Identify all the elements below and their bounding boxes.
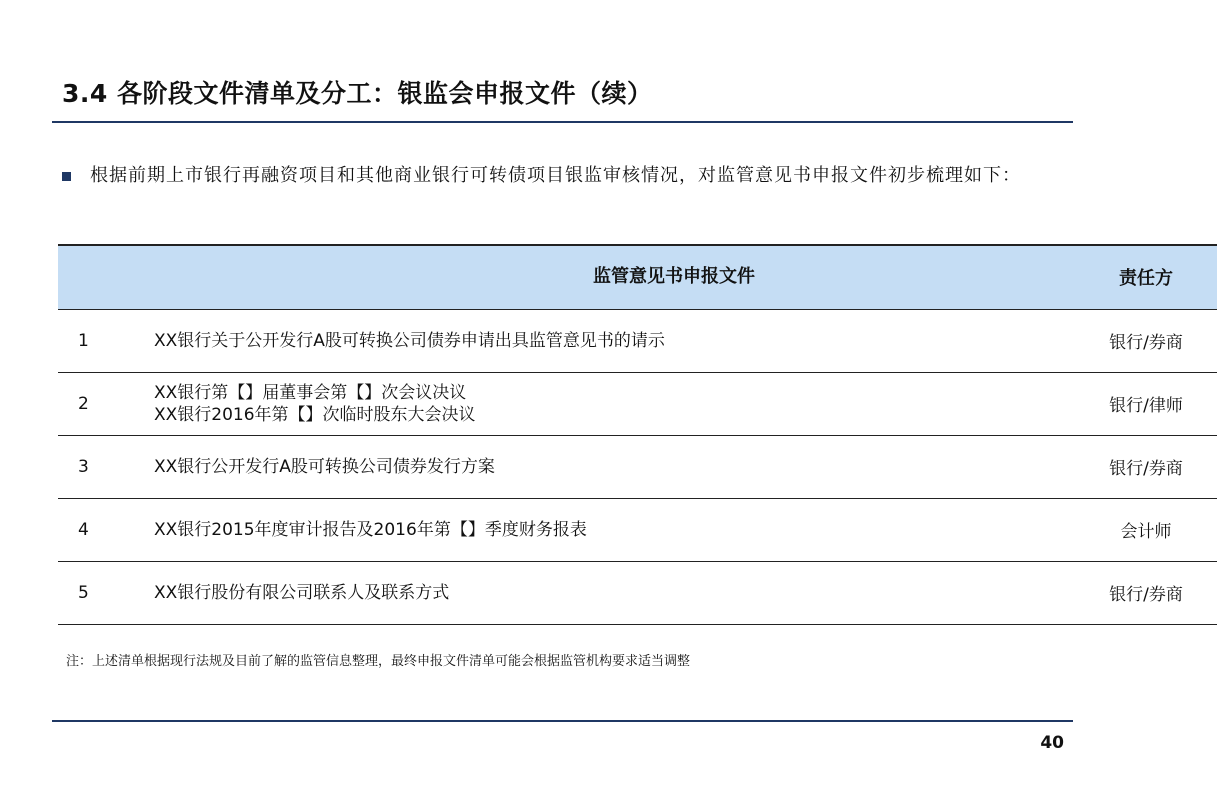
row-document [154,561,1075,624]
square-bullet-icon [62,172,71,181]
table-header-row [58,245,1217,309]
intro-block [62,160,1062,192]
row-responsible: 银行/券商 [1109,585,1183,605]
page-number: 40 [1040,733,1064,753]
page-title: 3.4 各阶段文件清单及分工：银监会申报文件（续） [62,79,653,108]
table-row [58,309,1217,372]
intro-text: 根据前期上市银行再融资项目和其他商业银行可转债项目银监审核情况，对监管意见书申报文件初步梳理如下： [90,165,1021,186]
document-line: XX银行2015年度审计报告及2016年第【】季度财务报表 [154,519,587,540]
header-number [58,245,154,309]
row-number: 5 [78,582,89,603]
title-divider [52,121,1073,123]
document-line: XX银行2016年第【】次临时股东大会决议 [154,404,476,425]
row-number: 1 [78,330,89,351]
row-responsible: 银行/律师 [1109,396,1183,416]
row-responsible: 会计师 [1120,522,1172,542]
document-line: XX银行关于公开发行A股可转换公司债券申请出具监管意见书的请示 [154,330,665,351]
row-document [154,435,1075,498]
header-document: 监管意见书申报文件 [154,245,1075,309]
row-number: 4 [78,519,89,540]
document-line: XX银行股份有限公司联系人及联系方式 [154,582,450,603]
row-responsible: 银行/券商 [1109,333,1183,353]
row-document [154,309,1075,372]
row-responsible: 银行/券商 [1109,459,1183,479]
table-row [58,561,1217,624]
header-responsible: 责任方 [1075,245,1217,309]
table-row [58,372,1217,435]
table-row [58,498,1217,561]
document-table [58,244,1217,625]
footer-divider [52,720,1073,722]
row-document [154,372,1075,435]
document-line: XX银行第【】届董事会第【】次会议决议 [154,382,467,403]
row-number: 3 [78,456,89,477]
footnote: 注：上述清单根据现行法规及目前了解的监管信息整理，最终申报文件清单可能会根据监管机构要求适当调整 [66,654,691,669]
row-number: 2 [78,393,89,414]
row-document [154,498,1075,561]
table-row [58,435,1217,498]
document-line: XX银行公开发行A股可转换公司债券发行方案 [154,456,495,477]
